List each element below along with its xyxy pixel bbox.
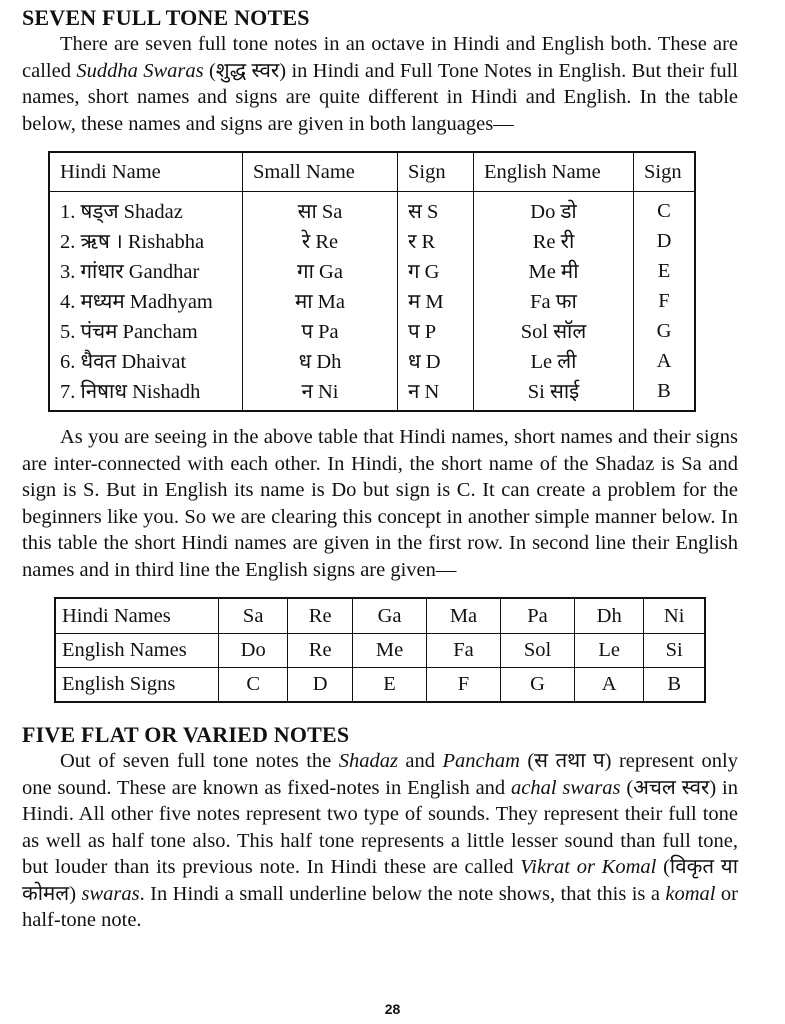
italic-term: Pancham — [442, 750, 520, 772]
table-row — [49, 256, 695, 286]
table-cell: Fa — [427, 634, 501, 668]
table-row — [49, 376, 695, 411]
table-cell: ग G — [398, 256, 474, 286]
table-cell: 2. ऋष । Rishabha — [49, 226, 243, 256]
header-sign: Sign — [398, 152, 474, 192]
table-cell: E — [634, 256, 696, 286]
table-cell: Re री — [474, 226, 634, 256]
table-cell: Ni — [644, 598, 705, 634]
table-cell: 3. गांधार Gandhar — [49, 256, 243, 286]
table-cell: A — [575, 668, 644, 703]
header-hindi-name: Hindi Name — [49, 152, 243, 192]
table-cell: 6. धैवत Dhaivat — [49, 346, 243, 376]
row-label-cell: English Names — [55, 634, 219, 668]
names-comparison-table — [54, 597, 706, 703]
table-cell: Re — [288, 634, 353, 668]
flat-notes-paragraph — [22, 748, 738, 934]
italic-term: achal swaras — [511, 776, 621, 799]
section-flat-notes — [22, 721, 738, 934]
table-cell: B — [634, 376, 696, 411]
section-heading-full-tone: SEVEN FULL TONE NOTES — [22, 5, 310, 30]
table-cell: G — [634, 316, 696, 346]
table-row — [49, 192, 695, 227]
header-english-name: English Name — [474, 152, 634, 192]
table-cell: रे Re — [243, 226, 398, 256]
page-number: 28 — [384, 1001, 401, 1017]
table-cell: F — [634, 286, 696, 316]
table-row — [55, 598, 705, 634]
table-cell: न Ni — [243, 376, 398, 411]
table-cell: र R — [398, 226, 474, 256]
page-content — [22, 4, 738, 934]
header-small-name: Small Name — [243, 152, 398, 192]
table-cell: म M — [398, 286, 474, 316]
table-row — [49, 316, 695, 346]
table-cell: Do डो — [474, 192, 634, 227]
text-run: (शुद्ध स्वर) in Hindi and Full Tone Notes in English. But their full names, short names and signs are quite different in Hindi and English. In the table below, these names and signs are given in both languages— — [22, 59, 738, 135]
table-cell: Le ली — [474, 346, 634, 376]
table-cell: G — [500, 668, 574, 703]
notes-table-header — [49, 152, 695, 192]
table-cell: मा Ma — [243, 286, 398, 316]
table-cell: 4. मध्यम Madhyam — [49, 286, 243, 316]
table-cell: स S — [398, 192, 474, 227]
table-cell: A — [634, 346, 696, 376]
table-row — [55, 668, 705, 703]
table-cell: Me — [353, 634, 427, 668]
italic-term: Shadaz — [338, 750, 398, 772]
table-cell: D — [634, 226, 696, 256]
notes-table — [48, 151, 696, 412]
text-run: (स तथा प) represent only one sound. These are known as fixed-notes in English and — [22, 750, 738, 799]
table-cell: 7. निषाध Nishadh — [49, 376, 243, 411]
table-cell: Dh — [575, 598, 644, 634]
table-cell: Sol सॉल — [474, 316, 634, 346]
table-cell: Pa — [500, 598, 574, 634]
table-cell: न N — [398, 376, 474, 411]
table-cell: E — [353, 668, 427, 703]
table-cell: 1. षड्ज Shadaz — [49, 192, 243, 227]
table-cell: Le — [575, 634, 644, 668]
table-cell: D — [288, 668, 353, 703]
table-cell: गा Ga — [243, 256, 398, 286]
table-cell: 5. पंचम Pancham — [49, 316, 243, 346]
table-cell: Ma — [427, 598, 501, 634]
table-cell: C — [219, 668, 288, 703]
text-run: There are seven full tone notes in an octave in Hindi and English both. These are called — [22, 33, 738, 82]
table-cell: B — [644, 668, 705, 703]
table-cell: ध D — [398, 346, 474, 376]
table-row — [55, 634, 705, 668]
table-cell: Fa फा — [474, 286, 634, 316]
header-english-sign: Sign — [634, 152, 696, 192]
table-cell: Si — [644, 634, 705, 668]
comparison-paragraph: As you are seeing in the above table that Hindi names, short names and their signs are inter-connected with each other. In Hindi, the short name of the Shadaz is Sa and sign is S. But in English its name is Do but sign is C. It can create a problem for the beginners like you. So we are clearing this concept in another simple manner below. In this table the short Hindi names are given in the first row. In second line their English names and in third line the English signs are given— — [22, 426, 738, 581]
text-run: and — [397, 750, 443, 772]
section-heading-flat-notes: FIVE FLAT OR VARIED NOTES — [22, 722, 350, 747]
row-label-cell: Hindi Names — [55, 598, 219, 634]
table-cell: प P — [398, 316, 474, 346]
text-run: (विकृत या कोमल) — [22, 856, 739, 905]
table-cell: Re — [288, 598, 353, 634]
table-cell: F — [427, 668, 501, 703]
table-cell: Sa — [219, 598, 288, 634]
row-label-cell: English Signs — [55, 668, 219, 703]
table-cell: ध Dh — [243, 346, 398, 376]
table-row — [49, 346, 695, 376]
table-cell: Do — [219, 634, 288, 668]
table-cell: C — [634, 192, 696, 227]
table-cell: प Pa — [243, 316, 398, 346]
italic-term: swaras — [81, 882, 140, 905]
table-cell: Sol — [500, 634, 574, 668]
italic-term: Suddha Swaras — [76, 59, 204, 82]
table-cell: Si साई — [474, 376, 634, 411]
text-run: or half-tone note. — [22, 882, 738, 931]
table-row — [49, 226, 695, 256]
table-row — [49, 286, 695, 316]
text-run: Out of seven full tone notes the — [60, 750, 339, 772]
intro-paragraph — [22, 31, 738, 137]
table-cell: सा Sa — [243, 192, 398, 227]
text-run: . In Hindi a small underline below the note shows, that this is a — [139, 882, 666, 905]
italic-term: Vikrat or Komal — [520, 856, 657, 878]
table-cell: Me मी — [474, 256, 634, 286]
italic-term: komal — [665, 882, 716, 905]
text-run: (अचल स्वर) in Hindi. All other five notes represent two type of sounds. They represent their full tone as well as half tone also. This half tone represents a little lesser sound than full tone, but louder than its previous note. In Hindi these are called — [22, 776, 738, 878]
table-cell: Ga — [353, 598, 427, 634]
